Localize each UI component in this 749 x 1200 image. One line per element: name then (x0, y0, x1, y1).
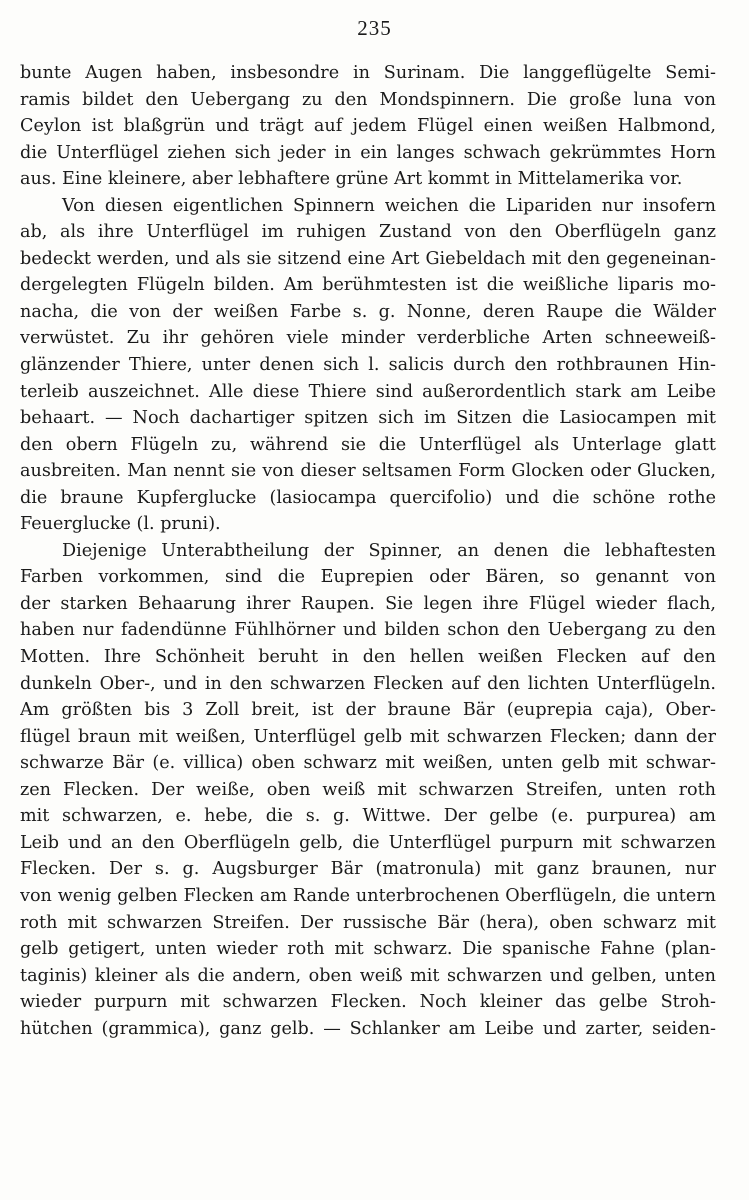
text-line: Flecken. Der s. g. Augsburger Bär (matronula) mit ganz braunen, nur (20, 859, 716, 880)
text-line: der starken Behaarung ihrer Raupen. Sie legen ihre Flügel wieder flach, (20, 593, 716, 614)
text-line: Farben vorkommen, sind die Euprepien oder Bären, so genannt von (20, 567, 716, 588)
text-line: die Unterflügel ziehen sich jeder in ein langes schwach gekrümmtes Horn (20, 142, 716, 163)
text-line: den obern Flügeln zu, während sie die Unterflügel als Unterlage glatt (20, 434, 716, 455)
text-line: ab, als ihre Unterflügel im ruhigen Zustand von den Oberflügeln ganz (20, 222, 716, 243)
text-line: haben nur fadendünne Fühlhörner und bilden schon den Uebergang zu den (20, 620, 716, 641)
body-text (20, 60, 716, 1042)
text-line: hütchen (grammica), ganz gelb. — Schlanker am Leibe und zarter, seiden- (20, 1018, 716, 1039)
text-line: zen Flecken. Der weiße, oben weiß mit schwarzen Streifen, unten roth (20, 779, 716, 800)
text-line: glänzender Thiere, unter denen sich l. salicis durch den rothbraunen Hin- (20, 355, 716, 376)
text-line: nacha, die von der weißen Farbe s. g. Nonne, deren Raupe die Wälder (20, 301, 716, 322)
text-line: gelb getigert, unten wieder roth mit schwarz. Die spanische Fahne (plan- (20, 939, 716, 960)
text-line: von wenig gelben Flecken am Rande unterbrochenen Oberflügeln, die untern (20, 885, 716, 906)
text-line: Ceylon ist blaßgrün und trägt auf jedem Flügel einen weißen Halbmond, (20, 116, 716, 137)
text-line: schwarze Bär (e. villica) oben schwarz mit weißen, unten gelb mit schwar- (20, 753, 716, 774)
text-line: ramis bildet den Uebergang zu den Mondspinnern. Die große luna von (20, 89, 716, 110)
text-line: Feuerglucke (l. pruni). (20, 514, 221, 535)
text-line: Diejenige Unterabtheilung der Spinner, an denen die lebhaftesten (62, 540, 716, 561)
text-line: mit schwarzen, e. hebe, die s. g. Wittwe. Der gelbe (e. purpurea) am (20, 806, 716, 827)
text-line: bunte Augen haben, insbesondre in Surinam. Die langgeflügelte Semi- (20, 63, 716, 83)
text-line: Leib und an den Oberflügeln gelb, die Unterflügel purpurn mit schwarzen (20, 832, 716, 853)
text-line: behaart. — Noch dachartiger spitzen sich im Sitzen die Lasiocampen mit (20, 408, 716, 429)
text-line: Am größten bis 3 Zoll breit, ist der braune Bär (euprepia caja), Ober- (20, 700, 716, 721)
text-line: aus. Eine kleinere, aber lebhaftere grüne Art kommt in Mittelamerika vor. (20, 169, 683, 190)
text-line: wieder purpurn mit schwarzen Flecken. Noch kleiner das gelbe Stroh- (20, 992, 716, 1013)
page-number: 235 (357, 16, 392, 40)
text-line: roth mit schwarzen Streifen. Der russische Bär (hera), oben schwarz mit (20, 912, 716, 933)
text-line: Motten. Ihre Schönheit beruht in den hellen weißen Flecken auf den (20, 647, 716, 668)
text-line: terleib auszeichnet. Alle diese Thiere sind außerordentlich stark am Leibe (20, 381, 716, 402)
text-line: flügel braun mit weißen, Unterflügel gelb mit schwarzen Flecken; dann der (20, 726, 716, 747)
text-line: taginis) kleiner als die andern, oben weiß mit schwarzen und gelben, unten (20, 965, 716, 986)
text-line: Von diesen eigentlichen Spinnern weichen die Lipariden nur insofern (62, 195, 716, 216)
text-line: die braune Kupferglucke (lasiocampa quercifolio) und die schöne rothe (20, 487, 716, 508)
text-line: verwüstet. Zu ihr gehören viele minder verderbliche Arten schneeweiß- (20, 328, 716, 349)
text-line: ausbreiten. Man nennt sie von dieser seltsamen Form Glocken oder Glucken, (20, 461, 716, 482)
text-line: bedeckt werden, und als sie sitzend eine Art Giebeldach mit den gegeneinan- (20, 248, 716, 269)
text-line: dergelegten Flügeln bilden. Am berühmtesten ist die weißliche liparis mo- (20, 275, 716, 296)
text-line: dunkeln Ober-, und in den schwarzen Flecken auf den lichten Unterflügeln. (20, 673, 716, 694)
